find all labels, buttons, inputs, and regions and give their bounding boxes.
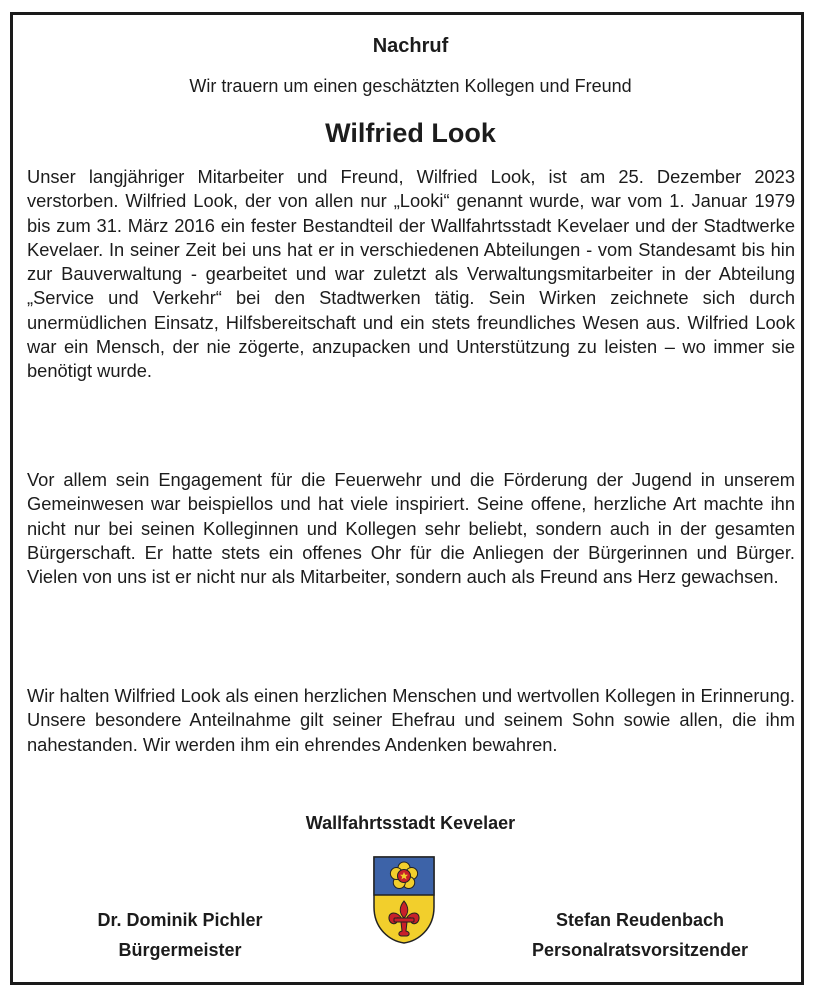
signatory-role: Personalratsvorsitzender xyxy=(531,940,749,960)
paragraph-1: Unser langjähriger Mitarbeiter und Freund, Wilfried Look, ist am 25. Dezember 2023 verstorben. Wilfried Look, der von allen nur „Looki“ genannt wurde, war vom 1. Januar 1979 bis zum 31. März 2016 ein fester Bestandteil der Wallfahrtsstadt Kevelaer und der Stadtwerke Kevelaer. In seiner Zeit bei uns hat er in verschiedenen Abteilungen - vom Standesamt bis hin zur Bauverwaltung - gearbeitet und war zuletzt als Verwaltungsmitarbeiter in der Abteilung „Service und Verkehr“ bei den Stadtwerken tätig. Sein Wirken zeichnete sich durch unermüdlichen Einsatz, Hilfsbereitschaft und ein stets freundliches Wesen aus. Wilfried Look war ein Mensch, der nie zögerte, anzupacken und Unterstützung zu leisten – wo immer sie benötigt wurde. xyxy=(27,166,795,382)
paragraph-2: Vor allem sein Engagement für die Feuerwehr und die Förderung der Jugend in unserem Gemeinwesen war beispiellos und hat viele inspiriert. Seine offene, herzliche Art machte ihn nicht nur bei seinen Kolleginnen und Kollegen sehr beliebt, sondern auch in der gesamten Bürgerschaft. Er hatte stets ein offenes Ohr für die Anliegen der Bürgerinnen und Bürger. Vielen von uns ist er nicht nur als Mitarbeiter, sondern auch als Freund ans Herz gewachsen. xyxy=(27,469,795,588)
paragraph-3: Wir halten Wilfried Look als einen herzlichen Menschen und wertvollen Kollegen in Erinnerung. Unsere besondere Anteilnahme gilt seiner Ehefrau und seinem Sohn sowie allen, die ihm nahestanden. Wir werden ihm ein ehrendes Andenken bewahren. xyxy=(27,685,795,755)
signatory-mayor xyxy=(60,905,300,965)
signatory-role: Bürgermeister xyxy=(118,940,242,960)
deceased-name: Wilfried Look xyxy=(325,118,496,148)
signatory-staff-council xyxy=(510,905,770,965)
organization-name: Wallfahrtsstadt Kevelaer xyxy=(305,813,516,833)
kevelaer-coat-of-arms-icon xyxy=(372,855,436,945)
notice-title: Nachruf xyxy=(372,35,449,57)
signatory-name: Stefan Reudenbach xyxy=(555,910,725,930)
signatory-name: Dr. Dominik Pichler xyxy=(97,910,263,930)
notice-intro: Wir trauern um einen geschätzten Kollegen und Freund xyxy=(189,76,632,96)
